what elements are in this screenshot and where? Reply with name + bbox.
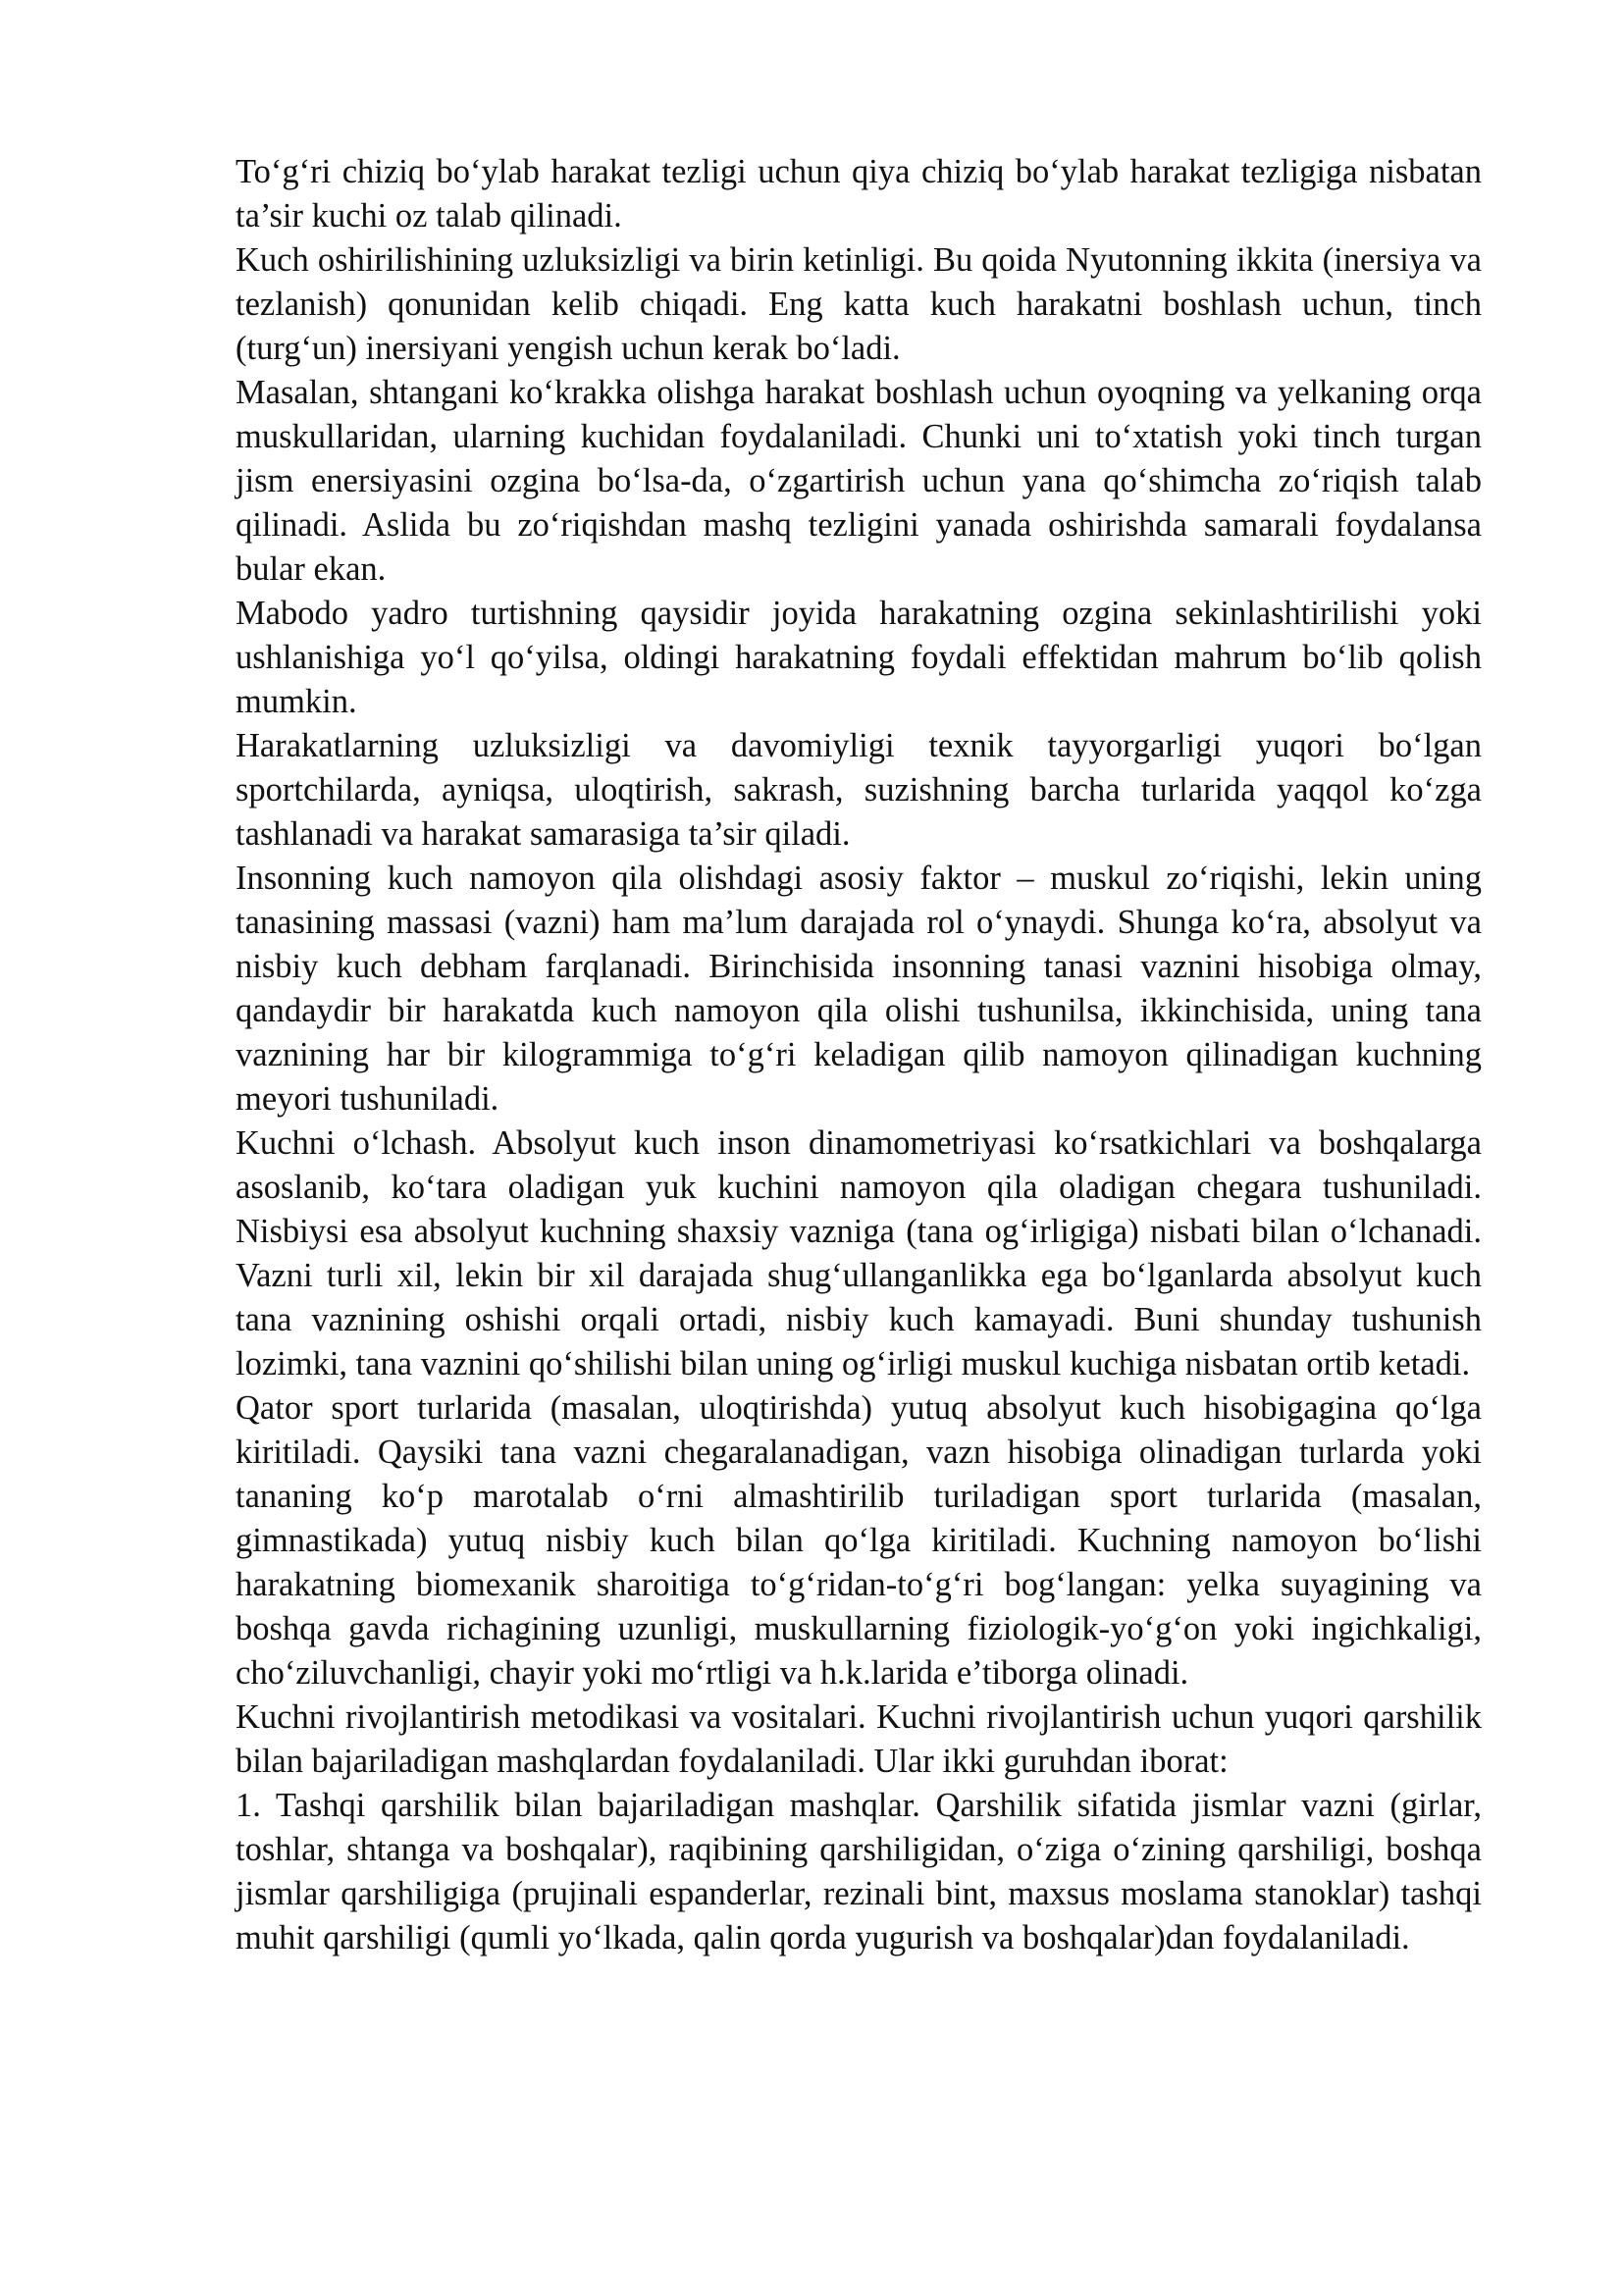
paragraph-absolute-relative-strength: Insonning kuch namoyon qila olishdagi asosiy faktor – muskul zo‘riqishi, lekin uning tanasining massasi (vazni) ham ma’lum darajada rol o‘ynaydi. Shunga ko‘ra, absolyut va nisbiy kuch debham farqlanadi. Birinchisida insonning tanasi vaznini hisobiga olmay, qandaydir bir harakatda kuch namoyon qila olishi tushunilsa, ikkinchisida, uning tana vaznining har bir kilogrammiga to‘g‘ri keladigan qilib namoyon qilinadigan kuchning meyori tushuniladi. (236, 860, 1482, 1118)
paragraph-straight-line-speed: To‘g‘ri chiziq bo‘ylab harakat tezligi uchun qiya chiziq bo‘ylab harakat tezligiga nisbatan ta’sir kuchi oz talab qilinadi. (236, 153, 1482, 235)
paragraph-measuring-strength: Kuchni o‘lchash. Absolyut kuch inson dinamometriyasi ko‘rsatkichlari va boshqalarga asoslanib, ko‘tara oladigan yuk kuchini namoyon qila oladigan chegara tushuniladi. Nisbiysi esa absolyut kuchning shaxsiy vazniga (tana og‘irligiga) nisbati bilan o‘lchanadi. Vazni turli xil, lekin bir xil darajada shug‘ullanganlikka ega bo‘lganlarda absolyut kuch tana vaznining oshishi orqali ortadi, nisbiy kuch kamayadi. Buni shunday tushunish lozimki, tana vaznini qo‘shilishi bilan uning og‘irligi muskul kuchiga nisbatan ortib ketadi. (236, 1124, 1482, 1382)
paragraph-movement-continuity: Harakatlarning uzluksizligi va davomiyligi texnik tayyorgarligi yuqori bo‘lgan sportchilarda, ayniqsa, uloqtirish, sakrash, suzishning barcha turlarida yaqqol ko‘zga tashlanadi va harakat samarasiga ta’sir qiladi. (236, 727, 1482, 853)
paragraph-sport-types: Qator sport turlarida (masalan, uloqtirishda) yutuq absolyut kuch hisobigagina qo‘lga kiritiladi. Qaysiki tana vazni chegaralanadigan, vazn hisobiga olinadigan turlarda yoki tananing ko‘p marotalab o‘rni almashtirilib turiladigan sport turlarida (masalan, gimnastikada) yutuq nisbiy kuch bilan qo‘lga kiritiladi. Kuchning namoyon bo‘lishi harakatning biomexanik sharoitiga to‘g‘ridan-to‘g‘ri bog‘langan: yelka suyagining va boshqa gavda richagining uzunligi, muskullarning fiziologik-yo‘g‘on yoki ingichkaligi, cho‘ziluvchanligi, chayir yoki mo‘rtligi va h.k.larida e’tiborga olinadi. (236, 1389, 1482, 1692)
paragraph-external-resistance: 1. Tashqi qarshilik bilan bajariladigan mashqlar. Qarshilik sifatida jismlar vazni (girlar, toshlar, shtanga va boshqalar), raqibining qarshiligidan, o‘ziga o‘zining qarshiligi, boshqa jismlar qarshiligiga (prujinali espanderlar, rezinali bint, maxsus moslama stanoklar) tashqi muhit qarshiligi (qumli yo‘lkada, qalin qorda yugurish va boshqalar)dan foydalaniladi. (236, 1787, 1482, 1956)
paragraph-methodology: Kuchni rivojlantirish metodikasi va vositalari. Kuchni rivojlantirish uchun yuqori qarshilik bilan bajariladigan mashqlardan foydalaniladi. Ular ikki guruhdan iborat: (236, 1698, 1482, 1780)
paragraph-barbell-example: Masalan, shtangani ko‘krakka olishga harakat boshlash uchun oyoqning va yelkaning orqa muskullaridan, ularning kuchidan foydalaniladi. Chunki uni to‘xtatish yoki tinch turgan jism enersiyasini ozgina bo‘lsa-da, o‘zgartirish uchun yana qo‘shimcha zo‘riqish talab qilinadi. Aslida bu zo‘riqishdan mashq tezligini yanada oshirishda samarali foydalansa bular ekan. (236, 374, 1482, 588)
paragraph-force-continuity: Kuch oshirilishining uzluksizligi va birin ketinligi. Bu qoida Nyutonning ikkita (inersiya va tezlanish) qonunidan kelib chiqadi. Eng katta kuch harakatni boshlash uchun, tinch (turg‘un) inersiyani yengish uchun kerak bo‘ladi. (236, 241, 1482, 367)
paragraph-shot-put: Mabodo yadro turtishning qaysidir joyida harakatning ozgina sekinlashtirilishi yoki ushlanishiga yo‘l qo‘yilsa, oldingi harakatning foydali effektidan mahrum bo‘lib qolish mumkin. (236, 595, 1482, 720)
document-page (236, 150, 1482, 1960)
